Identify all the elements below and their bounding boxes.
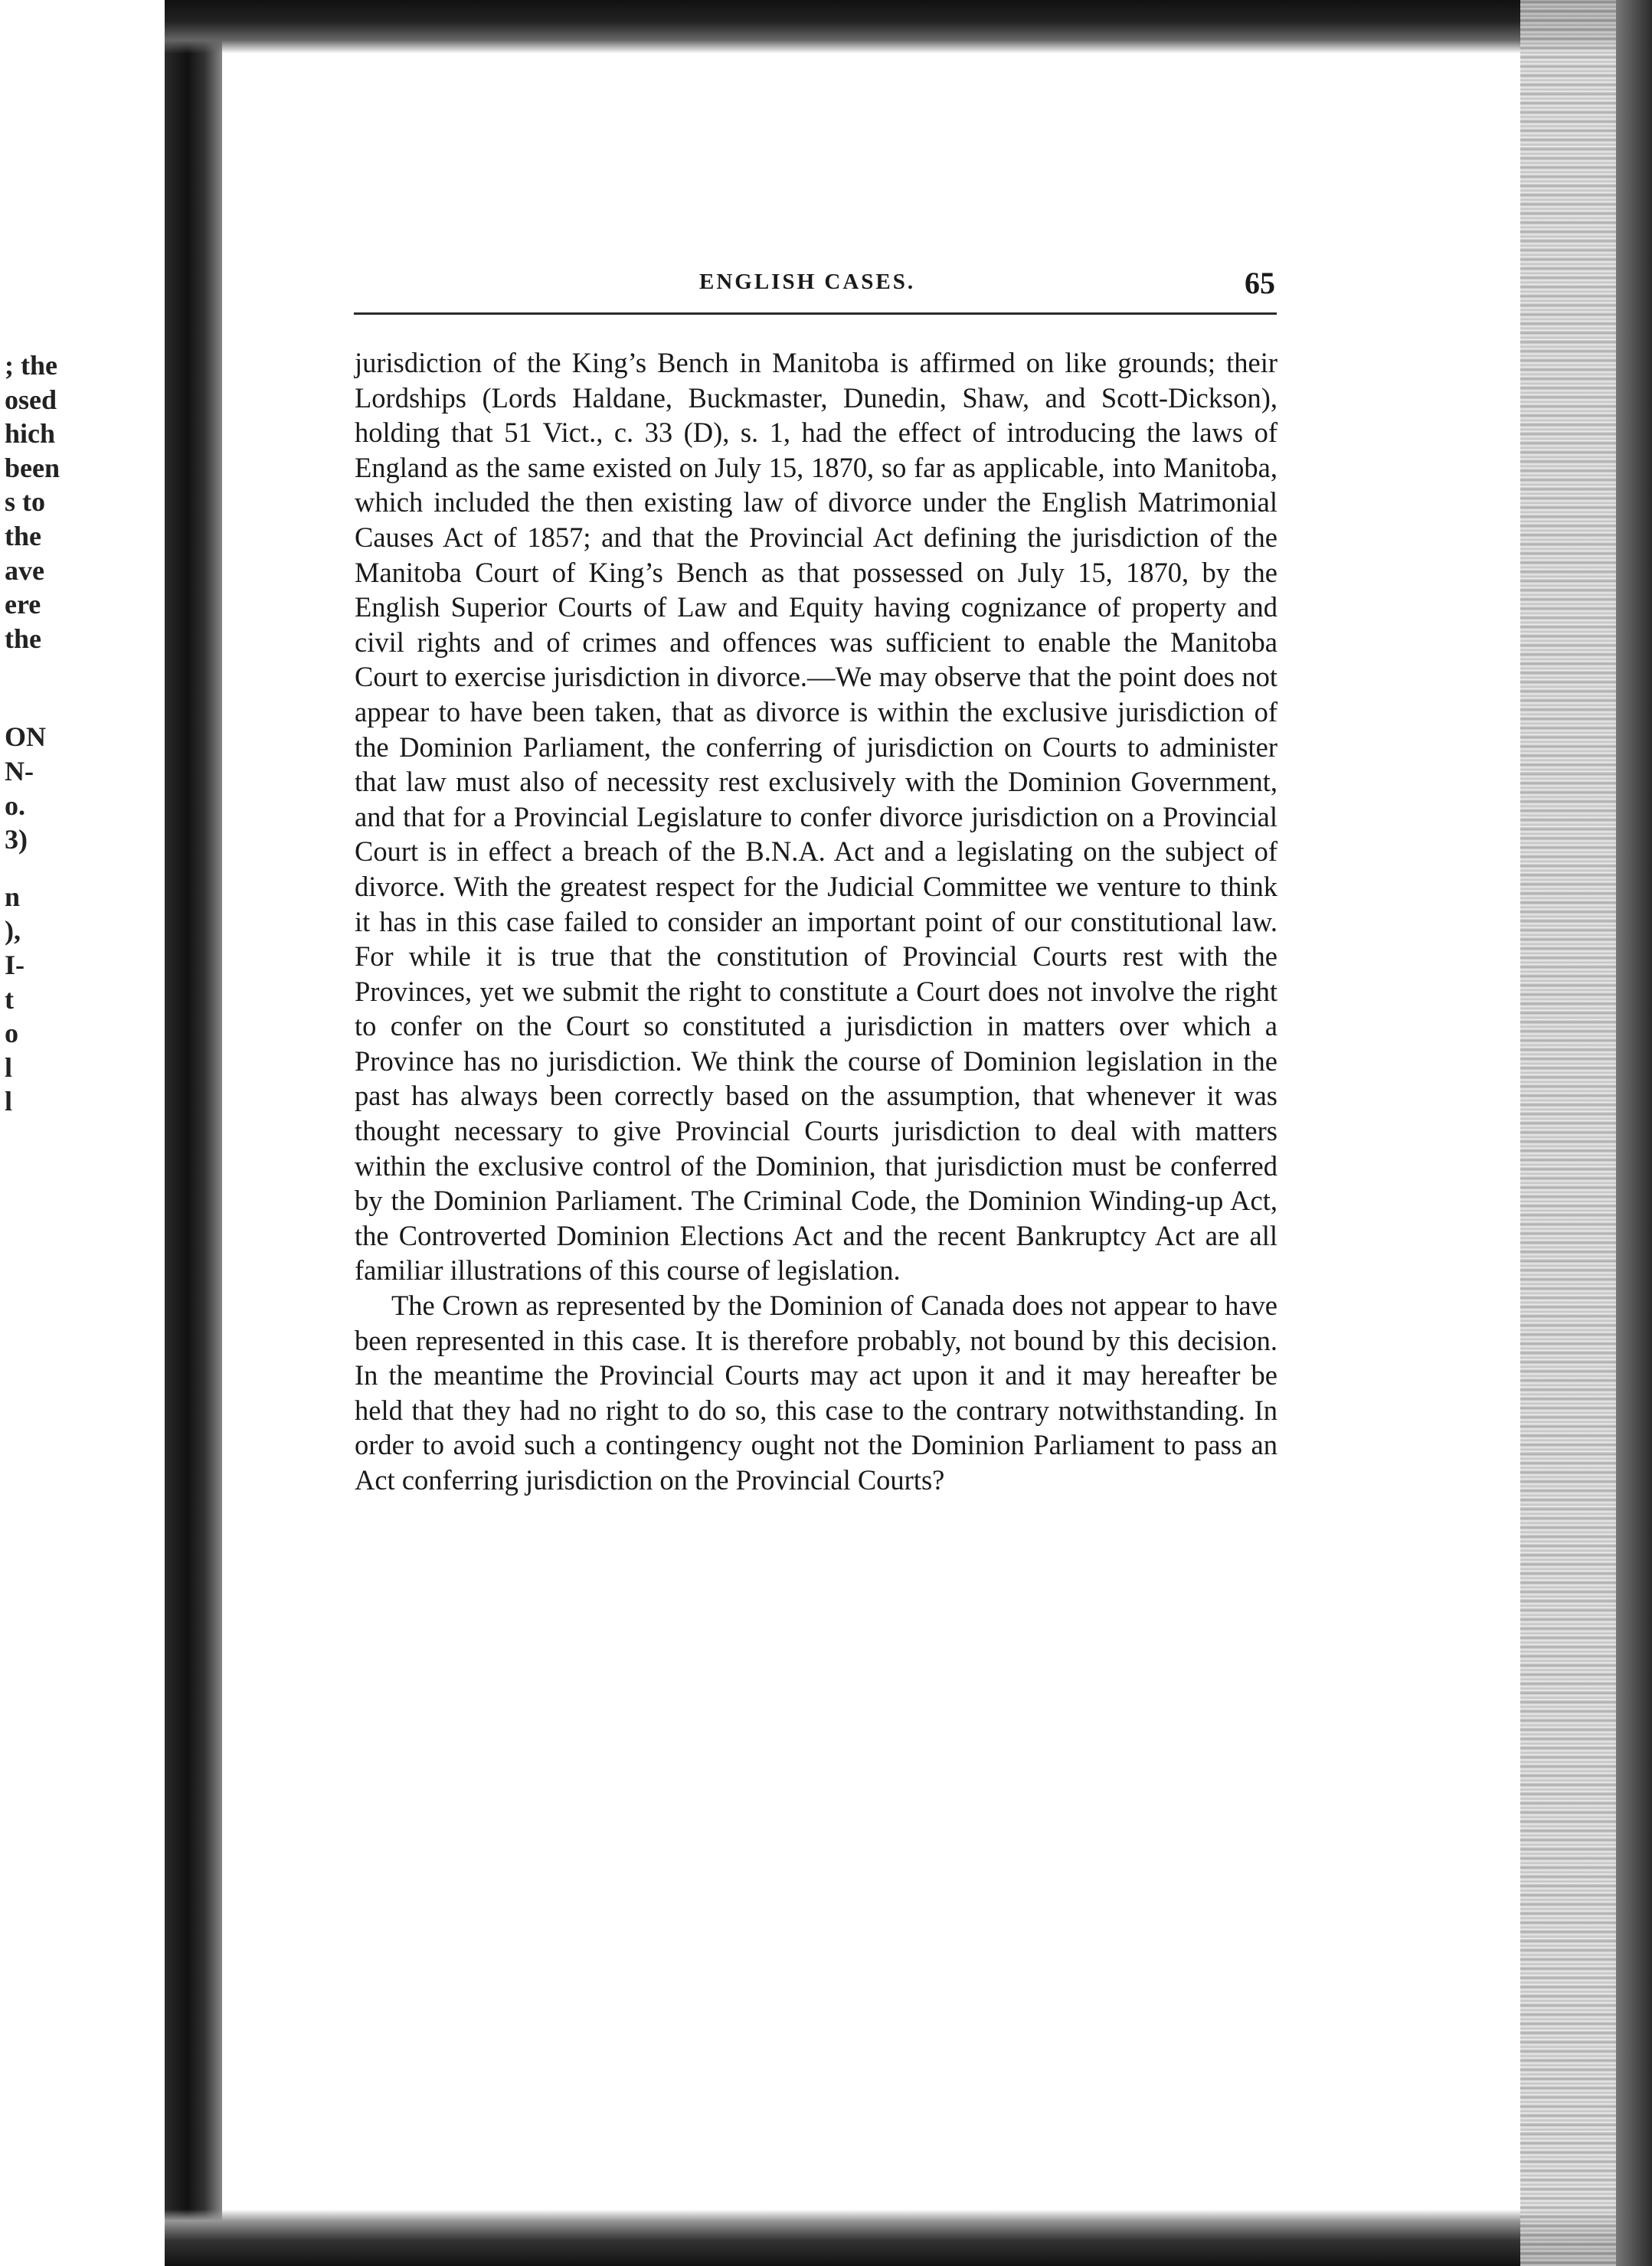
- facing-page-fragment: hich: [5, 418, 56, 450]
- facing-page-fragment: n: [5, 881, 21, 912]
- header-rule: [354, 312, 1277, 315]
- facing-page-fragment: the: [5, 623, 41, 654]
- running-head-title: ENGLISH CASES.: [699, 270, 916, 294]
- body-text: [355, 345, 1277, 1498]
- binding-shadow: [165, 31, 222, 2266]
- facing-page-fragment: ave: [5, 554, 44, 586]
- facing-page-fragment: ere: [5, 589, 41, 620]
- facing-page-fragment: osed: [5, 384, 57, 415]
- facing-page-fragment: s to: [5, 486, 45, 518]
- top-scan-shadow: [165, 0, 1652, 54]
- facing-page-edge: [0, 0, 165, 2266]
- page-number: 65: [1245, 266, 1275, 300]
- facing-page-fragment: t: [5, 983, 14, 1015]
- facing-page-gap: [5, 857, 89, 880]
- facing-page-fragment: ; the: [5, 350, 57, 381]
- facing-page-fragment: ),: [5, 915, 21, 947]
- bottom-scan-shadow: [165, 2209, 1652, 2266]
- facing-page-fragment: been: [5, 452, 60, 483]
- paragraph: jurisdiction of the King’s Bench in Manitoba is affirmed on like grounds; their Lordships (Lords Haldane, Buckmaster, Dunedin, Shaw, and Scott-Dickson), holding that 51 Vict., c. 33 (D), s. 1, had the effect of introducing the laws of England as the same existed on July 15, 1870, so far as applicable, into Manitoba, which included the then existing law of divorce under the English Matrimonial Causes Act of 1857; and that the Provincial Act defining the jurisdiction of the Manitoba Court of King’s Bench as that possessed on July 15, 1870, by the English Superior Courts of Law and Equity having cognizance of property and civil rights and of crimes and offences was sufficient to enable the Manitoba Court to exercise jurisdiction in divorce.—We may observe that the point does not appear to have been taken, that as divorce is within the exclusive jurisdiction of the Dominion Parliament, the conferring of jurisdiction on Courts to administer that law must also of necessity rest exclusively with the Dominion Government, and that for a Provincial Legislature to confer divorce jurisdiction on a Provincial Court is in effect a breach of the B.N.A. Act and a legislating on the subject of divorce. With the greatest respect for the Judicial Committee we venture to think it has in this case failed to consider an important point of our constitutional law. For while it is true that the constitution of Provincial Courts rest with the Provinces, yet we submit the right to constitute a Court does not involve the right to confer on the Court so constituted a jurisdiction in matters over which a Province has no jurisdiction. We think the course of Dominion legislation in the past has always been correctly based on the assumption, that whenever it was thought necessary to give Provincial Courts jurisdiction to deal with matters within the exclusive control of the Dominion, that jurisdiction must be conferred by the Dominion Parliament. The Criminal Code, the Dominion Winding-up Act, the Controverted Dominion Elections Act and the recent Bankruptcy Act are all familiar illustrations of this course of legislation.: [355, 347, 1277, 1287]
- facing-page-fragment: o.: [5, 790, 25, 821]
- right-edge-shadow: [1616, 0, 1652, 2266]
- facing-page-text: [5, 348, 89, 1119]
- facing-page-fragment: l: [5, 1051, 13, 1083]
- facing-page-fragment: 3): [5, 824, 28, 855]
- facing-page-fragment: N-: [5, 755, 34, 786]
- facing-page-gap: [5, 656, 89, 720]
- facing-page-fragment: I-: [5, 949, 25, 980]
- facing-page-fragment: l: [5, 1086, 13, 1117]
- facing-page-fragment: the: [5, 520, 41, 551]
- facing-page-fragment: ON: [5, 721, 46, 753]
- running-head: [356, 265, 1275, 311]
- paragraph: The Crown as represented by the Dominion of Canada does not appear to have been represented in this case. It is therefore probably, not bound by this decision. In the meantime the Provincial Courts may act upon it and it may hereafter be held that they had no right to do so, this case to the contrary notwithstanding. In order to avoid such a contingency ought not the Dominion Parliament to pass an Act conferring jurisdiction on the Provincial Courts?: [355, 1290, 1277, 1496]
- facing-page-fragment: o: [5, 1018, 18, 1049]
